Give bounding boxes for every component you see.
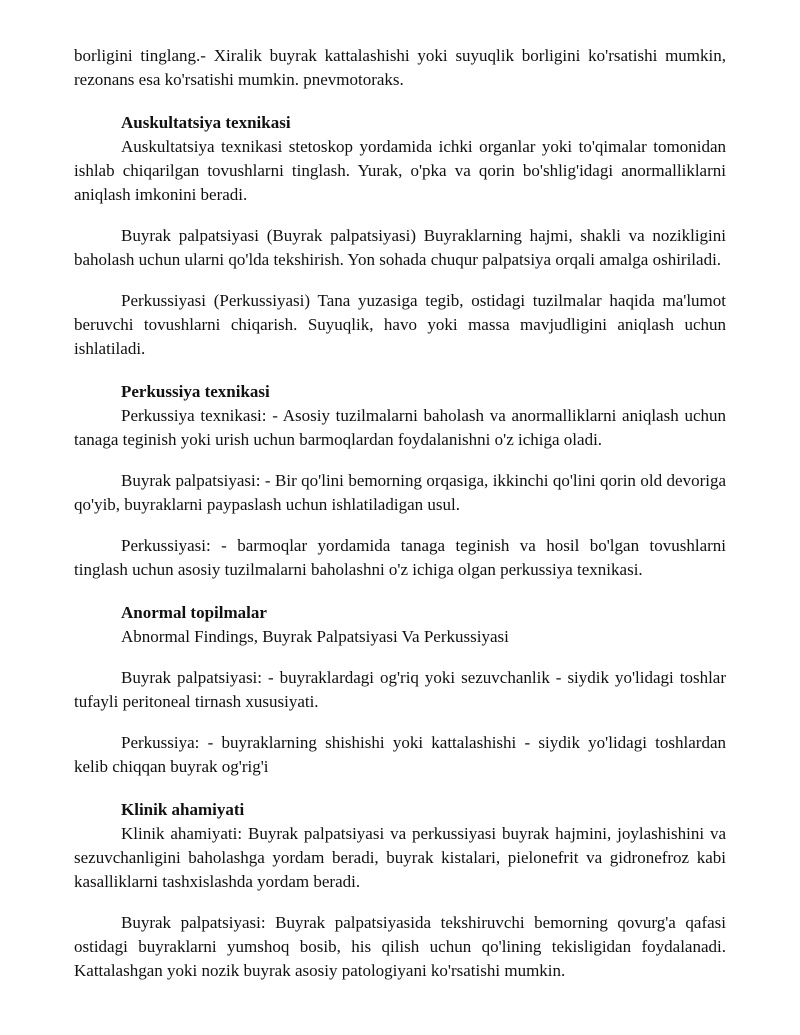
heading-perkussiya-texnikasi: Perkussiya texnikasi bbox=[121, 382, 270, 401]
paragraph-klinik-ahamiyati: Klinik ahamiyati: Buyrak palpatsiyasi va perkussiyasi buyrak hajmini, joylashishini va sezuvchanligini baholashga yordam beradi, buyrak kistalari, pielonefrit va gidronefroz kabi kasalliklarni tashxislashda yordam beradi. bbox=[74, 824, 726, 891]
paragraph-perkussiya-shishishi: Perkussiya: - buyraklarning shishishi yoki kattalashishi - siydik yo'lidagi toshlardan kelib chiqqan buyrak og'rig'i bbox=[74, 733, 726, 776]
paragraph-perkussiyasi: Perkussiyasi (Perkussiyasi) Tana yuzasiga tegib, ostidagi tuzilmalar haqida ma'lumot beruvchi tovushlarni chiqarish. Suyuqlik, havo yoki massa mavjudligini aniqlash uchun ishlatiladi. bbox=[74, 291, 726, 358]
heading-klinik-ahamiyati: Klinik ahamiyati bbox=[121, 800, 245, 819]
paragraph-perkussiya-texnikasi: Perkussiya texnikasi: - Asosiy tuzilmalarni baholash va anormalliklarni aniqlash uchun tanaga teginish yoki urish uchun barmoqlardan foydalanishni o'z ichiga oladi. bbox=[74, 406, 726, 449]
paragraph-auskultatsiya: Auskultatsiya texnikasi stetoskop yordamida ichki organlar yoki to'qimalar tomonidan ishlab chiqarilgan tovushlarni tinglash. Yurak, o'pka va qorin bo'shlig'idagi anormalliklarni aniqlash imkonini beradi. bbox=[74, 137, 726, 204]
paragraph-buyrak-palpatsiyasi-usul: Buyrak palpatsiyasi: - Bir qo'lini bemorning orqasiga, ikkinchi qo'lini qorin old devoriga qo'yib, buyraklarni paypaslash uchun ishlatiladigan usul. bbox=[74, 471, 726, 514]
paragraph-buyrak-palpatsiyasi: Buyrak palpatsiyasi (Buyrak palpatsiyasi) Buyraklarning hajmi, shakli va nozikligini baholash uchun ularni qo'lda tekshirish. Yon sohada chuqur palpatsiya orqali amalga oshiriladi. bbox=[74, 226, 726, 269]
paragraph-continuation: borligini tinglang.- Xiralik buyrak kattalashishi yoki suyuqlik borligini ko'rsatishi mumkin, rezonans esa ko'rsatishi mumkin. pnevmotoraks. bbox=[74, 46, 726, 89]
paragraph-buyrak-palpatsiyasi-ogriq: Buyrak palpatsiyasi: - buyraklardagi og'riq yoki sezuvchanlik - siydik yo'lidagi toshlar tufayli peritoneal tirnash xususiyati. bbox=[74, 668, 726, 711]
paragraph-buyrak-palpatsiyasi-tekshiruvchi: Buyrak palpatsiyasi: Buyrak palpatsiyasida tekshiruvchi bemorning qovurg'a qafasi ostidagi buyraklarni yumshoq bosib, his qilish uchun qo'lining tekisligidan foydalanadi. Kattalashgan yoki nozik buyrak asosiy patologiyani ko'rsatishi mumkin. bbox=[74, 913, 726, 980]
heading-auskultatsiya: Auskultatsiya texnikasi bbox=[121, 113, 291, 132]
heading-anormal-topilmalar: Anormal topilmalar bbox=[121, 603, 267, 622]
paragraph-abnormal-findings: Abnormal Findings, Buyrak Palpatsiyasi Va Perkussiyasi bbox=[121, 627, 509, 646]
paragraph-perkussiyasi-barmoqlar: Perkussiyasi: - barmoqlar yordamida tanaga teginish va hosil bo'lgan tovushlarni tinglash uchun asosiy tuzilmalarni baholashni o'z ichiga olgan perkussiya texnikasi. bbox=[74, 536, 726, 579]
